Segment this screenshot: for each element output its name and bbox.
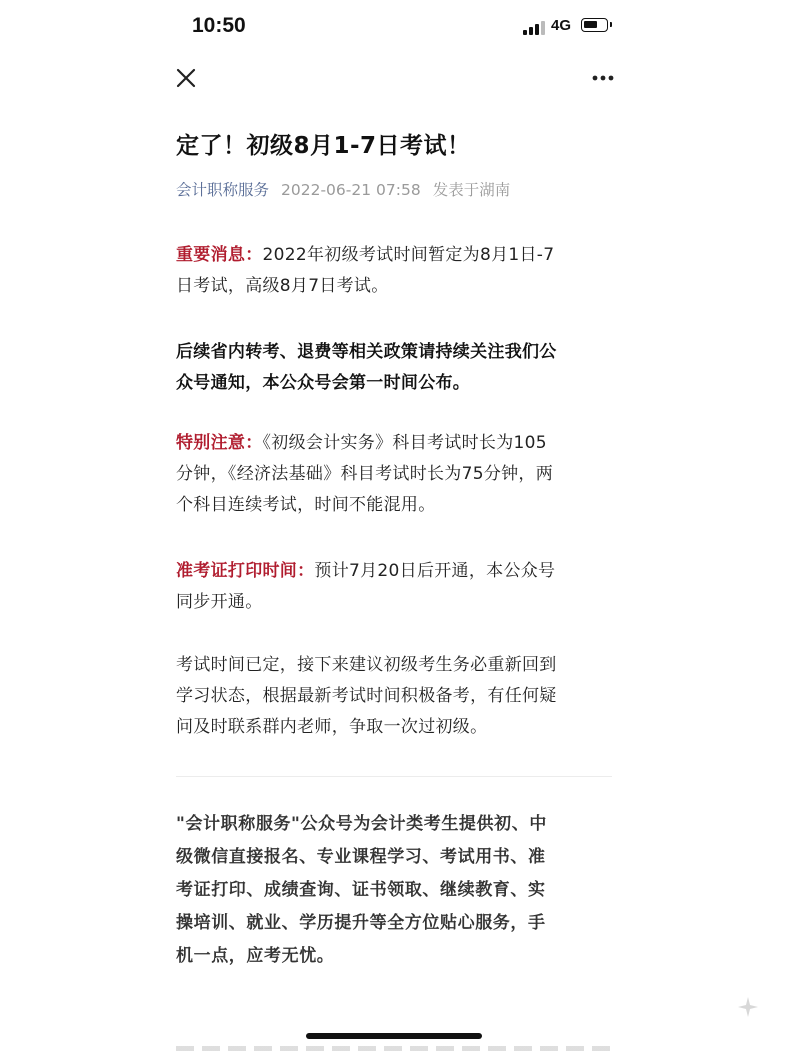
home-indicator[interactable] — [306, 1033, 482, 1039]
status-time: 10:50 — [192, 14, 246, 37]
p4-line2: 同步开通。 — [176, 592, 263, 612]
promo-paragraph — [176, 808, 616, 973]
more-icon[interactable] — [590, 68, 618, 88]
p1-line1: 2022年初级考试时间暂定为8月1日-7 — [262, 245, 555, 265]
paragraph-followup — [176, 337, 618, 399]
p3-line3: 个科目连续考试，时间不能混用。 — [176, 495, 436, 515]
p1-line2: 日考试，高级8月7日考试。 — [176, 276, 389, 296]
p2-line2: 众号通知，本公众号会第一时间公布。 — [176, 373, 471, 393]
paragraph-admission — [176, 556, 618, 618]
promo-line4: 操培训、就业、学历提升等全方位贴心服务，手 — [176, 913, 546, 933]
publish-location: 发表于湖南 — [432, 181, 511, 199]
paragraph-notice — [176, 428, 618, 521]
paragraph-advice — [176, 650, 618, 743]
promo-line1: "会计职称服务"公众号为会计类考生提供初、中 — [176, 814, 547, 834]
p2-line1: 后续省内转考、退费等相关政策请持续关注我们公 — [176, 342, 557, 362]
network-label: 4G — [551, 17, 572, 34]
notice-label: 特别注意： — [176, 433, 263, 453]
publish-date: 2022-06-21 07:58 — [281, 181, 421, 199]
p3-line2: 分钟，《经济法基础》科目考试时长为75分钟，两 — [176, 464, 554, 484]
battery-icon — [581, 18, 608, 32]
promo-line2: 级微信直接报名、专业课程学习、考试用书、准 — [176, 847, 546, 867]
paragraph-important — [176, 240, 618, 302]
p5-line1: 考试时间已定，接下来建议初级考生务必重新回到 — [176, 655, 557, 675]
divider — [176, 776, 612, 777]
signal-icon — [523, 20, 545, 35]
article-meta — [176, 178, 510, 200]
admission-label: 准考证打印时间： — [176, 561, 315, 581]
p3-line1: 《初级会计实务》科目考试时长为105 — [262, 433, 547, 453]
p4-line1: 预计7月20日后开通，本公众号 — [314, 561, 556, 581]
account-link[interactable]: 会计职称服务 — [176, 181, 270, 199]
important-label: 重要消息： — [176, 245, 263, 265]
p5-line2: 学习状态，根据最新考试时间积极备考，有任何疑 — [176, 686, 557, 706]
sparkle-icon — [737, 996, 759, 1018]
close-icon[interactable] — [172, 64, 200, 92]
article-title: 定了！初级8月1-7日考试！ — [176, 133, 471, 159]
promo-line3: 考证打印、成绩查询、证书领取、继续教育、实 — [176, 880, 546, 900]
status-bar — [0, 0, 788, 54]
p5-line3: 问及时联系群内老师，争取一次过初级。 — [176, 717, 488, 737]
promo-line5: 机一点，应考无忧。 — [176, 946, 335, 966]
next-content-peek — [176, 1046, 616, 1051]
